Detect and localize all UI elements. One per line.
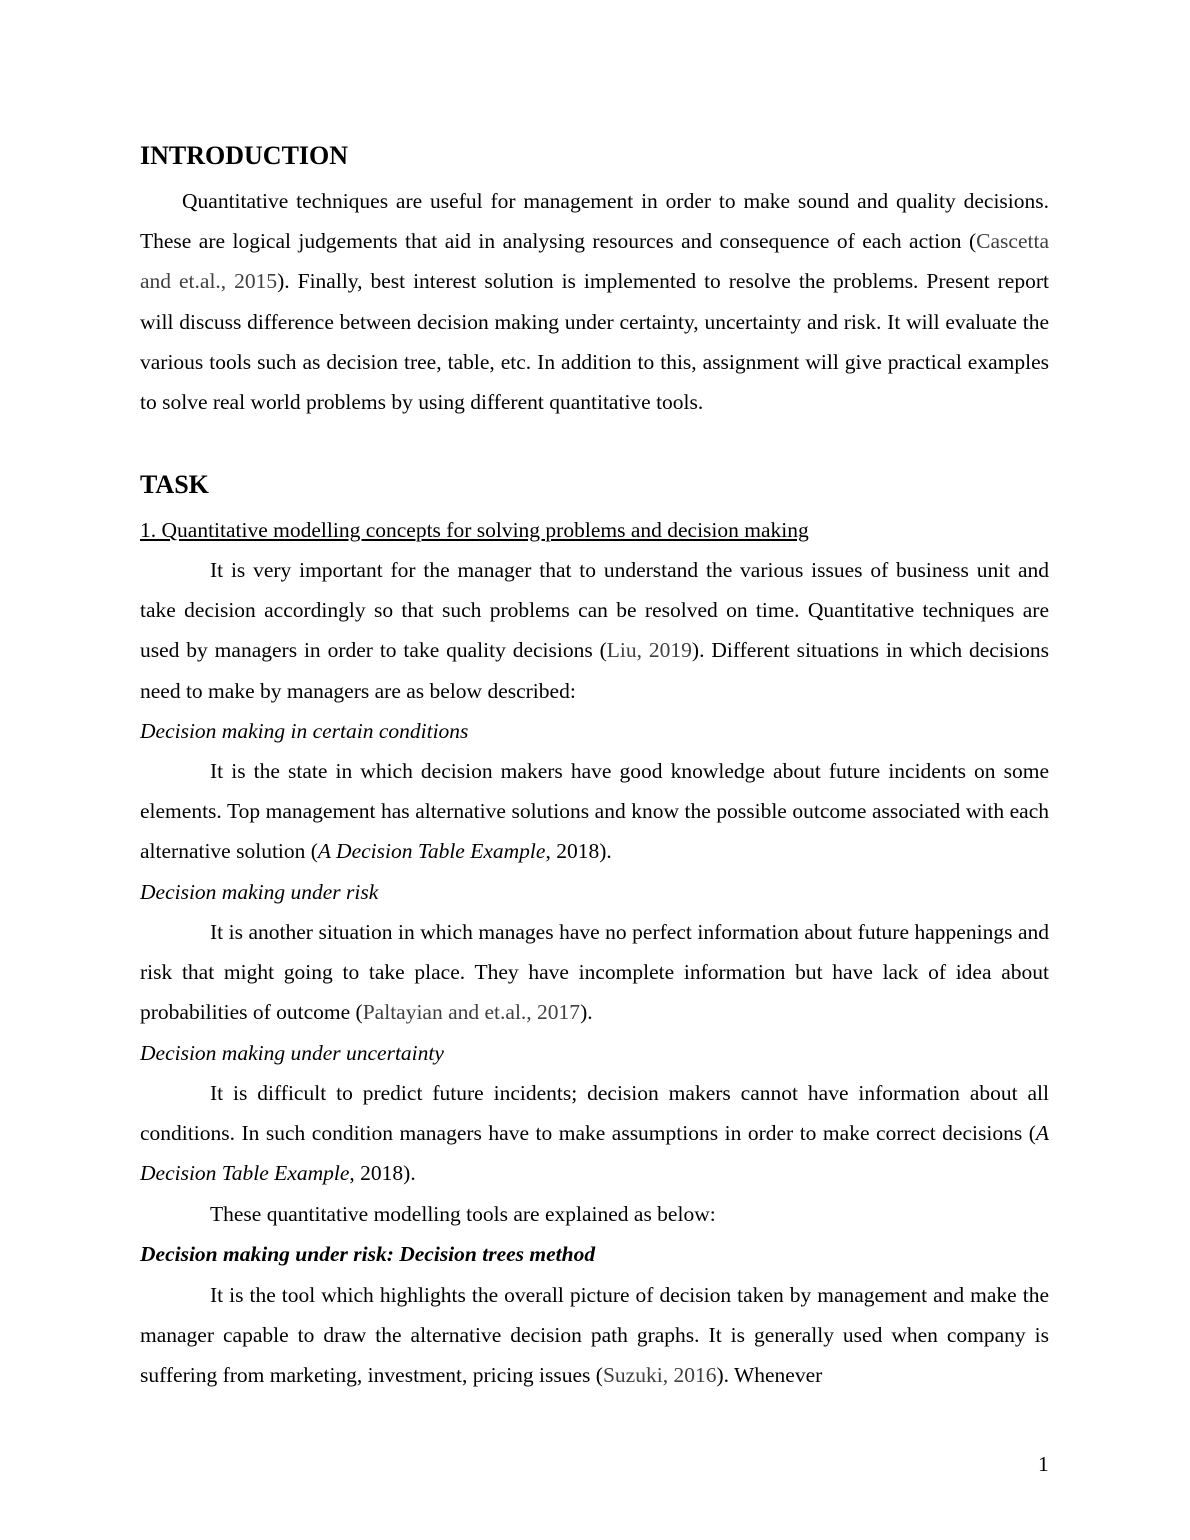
citation-liu: Liu, 2019 bbox=[606, 638, 692, 663]
uncertainty-text-a: It is difficult to predict future incidents; decision makers cannot have information about all conditions. In such condition managers have to make assumptions in order to make correct decisions ( bbox=[140, 1081, 1049, 1146]
under-uncertainty-paragraph bbox=[140, 1073, 1049, 1194]
tools-intro-line: These quantitative modelling tools are explained as below: bbox=[210, 1202, 716, 1226]
certain-text-b: , 2018). bbox=[545, 839, 612, 864]
task-text-a: It is very important for the manager that to understand the various issues of business unit and take decision accordingly so that such problems can be resolved on time. Quantitative techniques are used by managers in order to take quality decisions ( bbox=[140, 558, 1049, 663]
risk-text-b: ). bbox=[580, 1000, 593, 1025]
uncertainty-text-b: , 2018). bbox=[349, 1161, 416, 1186]
task-text-b: ). Different situations in which decisions need to make by managers are as below described: bbox=[140, 638, 1050, 703]
intro-text-a: Quantitative techniques are useful for management in order to make sound and quality decisions. These are logical judgements that aid in analysing resources and consequence of each action ( bbox=[140, 189, 1049, 254]
subheading-under-uncertainty: Decision making under uncertainty bbox=[140, 1041, 444, 1065]
citation-decision-table-2: A Decision Table Example bbox=[140, 1121, 1049, 1186]
section-title: 1. Quantitative modelling concepts for solving problems and decision making bbox=[140, 518, 809, 542]
certain-conditions-paragraph bbox=[140, 751, 1049, 872]
task-heading: TASK bbox=[140, 470, 209, 499]
decision-trees-paragraph bbox=[140, 1275, 1049, 1396]
risk-text-a: It is another situation in which manages have no perfect information about future happenings and risk that might going to take place. They have incomplete information but have lack of idea about probabilities of outcome ( bbox=[140, 920, 1049, 1025]
intro-text-b: ). Finally, best interest solution is implemented to resolve the problems. Present report will discuss difference between decision making under certainty, uncertainty and risk. It will evaluate the various tools such as decision tree, table, etc. In addition to this, assignment will give practical examples to solve real world problems by using different quantitative tools. bbox=[140, 269, 1049, 415]
subheading-certain-conditions: Decision making in certain conditions bbox=[140, 719, 469, 743]
citation-cascetta: Cascetta and et.al., 2015 bbox=[140, 229, 1049, 294]
citation-decision-table-1: A Decision Table Example bbox=[317, 839, 546, 864]
trees-text-b: ). Whenever bbox=[716, 1363, 823, 1388]
certain-text-a: It is the state in which decision makers have good knowledge about future incidents on some elements. Top management has alternative solutions and know the possible outcome associated with each alternative solution ( bbox=[140, 759, 1049, 864]
citation-paltayian: Paltayian and et.al., 2017 bbox=[362, 1000, 581, 1025]
page-number: 1 bbox=[1038, 1452, 1049, 1476]
trees-text-a: It is the tool which highlights the overall picture of decision taken by management and make the manager capable to draw the alternative decision path graphs. It is generally used when company is suffering from marketing, investment, pricing issues ( bbox=[140, 1283, 1049, 1388]
subheading-under-risk: Decision making under risk bbox=[140, 880, 379, 904]
under-risk-paragraph bbox=[140, 912, 1049, 1033]
subheading-decision-trees: Decision making under risk: Decision trees method bbox=[140, 1242, 596, 1266]
introduction-paragraph bbox=[140, 181, 1049, 422]
citation-suzuki: Suzuki, 2016 bbox=[602, 1363, 717, 1388]
task-intro-paragraph bbox=[140, 550, 1049, 711]
introduction-heading: INTRODUCTION bbox=[140, 141, 349, 170]
